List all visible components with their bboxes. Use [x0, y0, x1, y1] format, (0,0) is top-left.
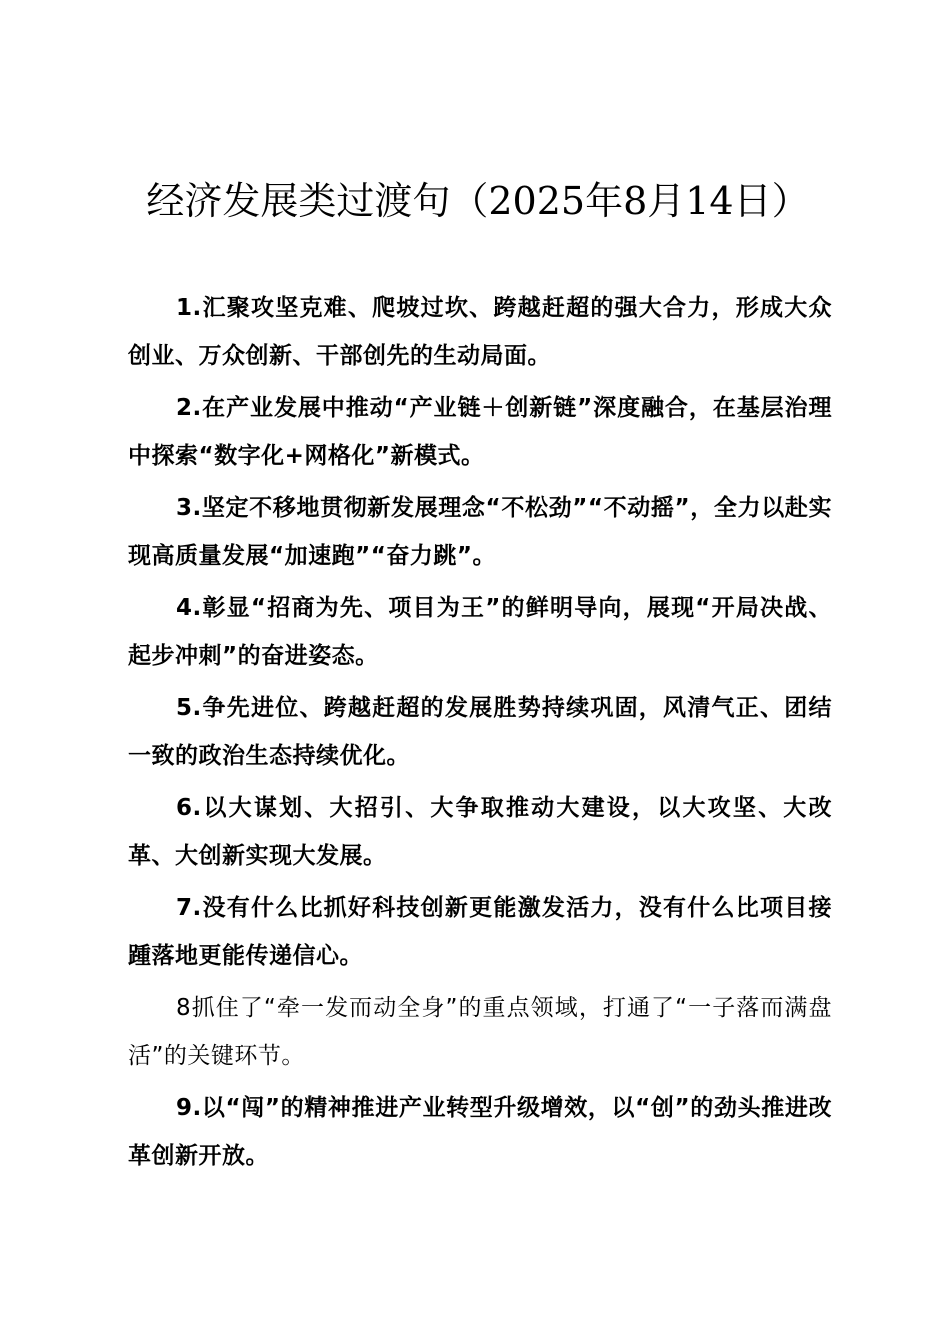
list-item: 9.以“闯”的精神推进产业转型升级增效，以“创”的劲头推进改革创新开放。: [128, 1095, 832, 1169]
list-item: 8抓住了“牵一发而动全身”的重点领域，打通了“一子落而满盘活”的关键环节。: [128, 995, 832, 1069]
document-title: 经济发展类过渡句（2025年8月14日）: [146, 179, 810, 223]
list-item: 6.以大谋划、大招引、大争取推动大建设，以大攻坚、大改革、大创新实现大发展。: [128, 795, 832, 869]
list-item: 1.汇聚攻坚克难、爬坡过坎、跨越赶超的强大合力，形成大众创业、万众创新、干部创先的生动局面。: [128, 295, 832, 369]
list-item: 7.没有什么比抓好科技创新更能激发活力，没有什么比项目接踵落地更能传递信心。: [128, 895, 832, 969]
sentence-list: [128, 284, 832, 1184]
list-item: 4.彰显“招商为先、项目为王”的鲜明导向，展现“开局决战、起步冲刺”的奋进姿态。: [128, 595, 832, 669]
list-item: 2.在产业发展中推动“产业链＋创新链”深度融合，在基层治理中探索“数字化+网格化”新模式。: [128, 395, 832, 469]
list-item: 3.坚定不移地贯彻新发展理念“不松劲”“不动摇”，全力以赴实现高质量发展“加速跑”“奋力跳”。: [128, 495, 832, 569]
list-item: 5.争先进位、跨越赶超的发展胜势持续巩固，风清气正、团结一致的政治生态持续优化。: [128, 695, 832, 769]
